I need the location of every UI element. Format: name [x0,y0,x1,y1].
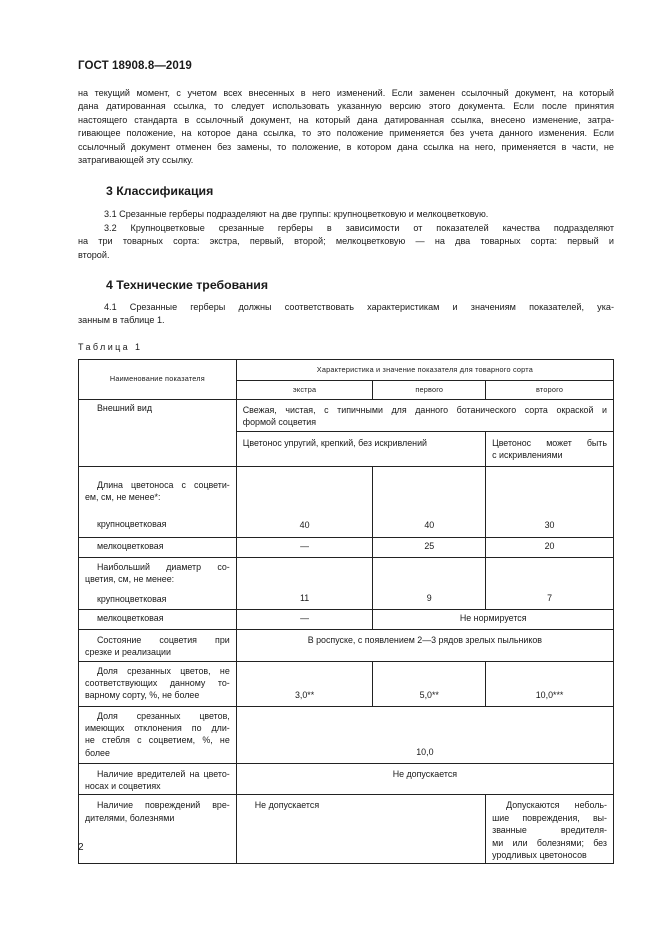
column-header-grade: экстра [236,381,373,400]
text-line: Допускаются неболь- [506,800,607,811]
text-line: Наличие повреждений вре- [97,800,230,811]
row-name [79,557,237,609]
table-row [79,629,614,661]
text-line: крупноцветковая [97,593,167,604]
text-line: ми или болезнями; без [492,837,607,848]
text-line: не стебля с соцветием, %, не [85,735,230,746]
table-row [79,609,614,629]
table-cell: 9 [373,557,486,609]
table-cell: 5,0** [373,661,486,706]
table-cell: — [236,537,373,557]
text-line: званные вредителя- [492,825,607,836]
table-cell: 20 [486,537,614,557]
text-line: затрагивающей эту ссылку. [78,155,194,166]
text-line: Наибольший диаметр со- [97,561,230,572]
row-name [79,661,237,706]
text-line: настоящего стандарта в ссылочный документ, на который дана датированная ссылка, внесено изменение, затра- [78,114,614,125]
text-line: ем, см, не менее*: [85,492,161,503]
table-label: Таблица 1 [78,342,143,352]
text-line: на текущий момент, с учетом всех внесенных в него изменений. Если заменен ссылочный документ, на который [78,88,614,98]
text-line: 3.1 Срезанные герберы подразделяют на две группы: крупноцветковую и мелкоцветковую. [104,209,489,219]
text-line: носах и соцветиях [85,781,161,792]
table-cell: 3,0** [236,661,373,706]
text-line: Состояние соцветия при [97,634,230,645]
table-cell [236,400,613,432]
column-header-group: Характеристика и значение показателя для товарного сорта [236,360,613,381]
text-line: дана датированная ссылка, то следует использовать указанную версию этого документа. Если после принятия [78,101,614,112]
text-line: более [85,747,110,758]
text-line: 3.2 Крупноцветковые срезанные герберы в зависимости от показателей качества подразделяют [104,223,614,233]
table-cell: — [236,609,373,629]
table-row [79,400,614,432]
text-line: дителями, болезнями [85,812,175,823]
text-line: соответствующих данному то- [85,678,230,689]
section-4-heading: 4 Технические требования [106,278,268,292]
text-line: с искривлениями [492,450,563,461]
table-cell [486,431,614,466]
text-line: Цветонос может быть [492,437,607,448]
text-line: цветия, см, не менее: [85,574,175,585]
section-3-paragraph-1 [78,208,614,221]
column-header-indicator: Наименование показателя [79,360,237,400]
table-header-row [79,360,614,381]
table-cell: 40 [236,466,373,537]
text-line: второй. [78,249,110,260]
text-line: занным в таблице 1. [78,315,165,326]
table-cell: 40 [373,466,486,537]
text-line: уродливых цветоносов [492,850,587,861]
text-line: на три товарных сорта: экстра, первый, второй; мелкоцветковую — на два товарных сорта: первый и [78,236,614,247]
table-cell: 10,0*** [486,661,614,706]
text-line: шие повреждения, вы- [492,812,607,823]
text-line: Длина цветоноса с соцвети- [97,479,230,490]
table-cell [486,795,614,864]
column-header-grade: второго [486,381,614,400]
document-header: ГОСТ 18908.8—2019 [78,60,192,72]
text-line: 4.1 Срезанные герберы должны соответствовать характеристикам и значениям показателей, ука- [104,302,614,312]
page-number: 2 [78,842,84,853]
text-line: гивающее положение, на которое дана ссылка, то это положение применяется без учета данного изменения. Если [78,128,614,139]
intro-paragraph [78,87,614,167]
requirements-table [78,359,614,864]
text-line: Доля срезанных цветов, [97,710,230,721]
row-name: Внешний вид [79,400,237,467]
table-cell: В роспуске, с появлением 2—3 рядов зрелых пыльников [236,629,613,661]
table-cell: Цветонос упругий, крепкий, без искривлений [236,431,485,466]
section-3-paragraph-2 [78,222,614,262]
table-cell: 30 [486,466,614,537]
table-cell: 11 [236,557,373,609]
text-line: формой соцветия [242,417,317,428]
table-cell: Не допускается [236,763,613,795]
table-cell: 10,0 [236,706,613,763]
row-name [79,706,237,763]
section-4-paragraph-1 [78,301,614,328]
text-line: Доля срезанных цветов, не [97,665,230,676]
table-cell: Не нормируется [373,609,614,629]
column-header-grade: первого [373,381,486,400]
table-row [79,795,614,864]
table-cell: 7 [486,557,614,609]
text-line: имеющих отклонения по дли- [85,723,230,734]
text-line: крупноцветковая [97,518,167,529]
text-line: Свежая, чистая, с типичными для данного ботанического сорта окраской и [242,405,607,415]
row-name: мелкоцветковая [79,537,237,557]
table-cell: 25 [373,537,486,557]
table-row [79,557,614,609]
text-line: ссылочный документ отменен без замены, то положение, в котором дана ссылка на него, применяется в части, не [78,141,614,152]
section-3-heading: 3 Классификация [106,184,214,198]
row-name [79,763,237,795]
row-name [79,466,237,537]
row-name [79,795,237,864]
row-name: мелкоцветковая [79,609,237,629]
table-cell: Не допускается [236,795,485,864]
text-line: варному сорту, %, не более [85,690,200,701]
table-row [79,537,614,557]
table-row [79,763,614,795]
text-line: срезке и реализации [85,647,171,658]
table-row [79,661,614,706]
row-name [79,629,237,661]
table-row [79,706,614,763]
table-row [79,466,614,537]
text-line: Наличие вредителей на цвето- [97,768,230,779]
